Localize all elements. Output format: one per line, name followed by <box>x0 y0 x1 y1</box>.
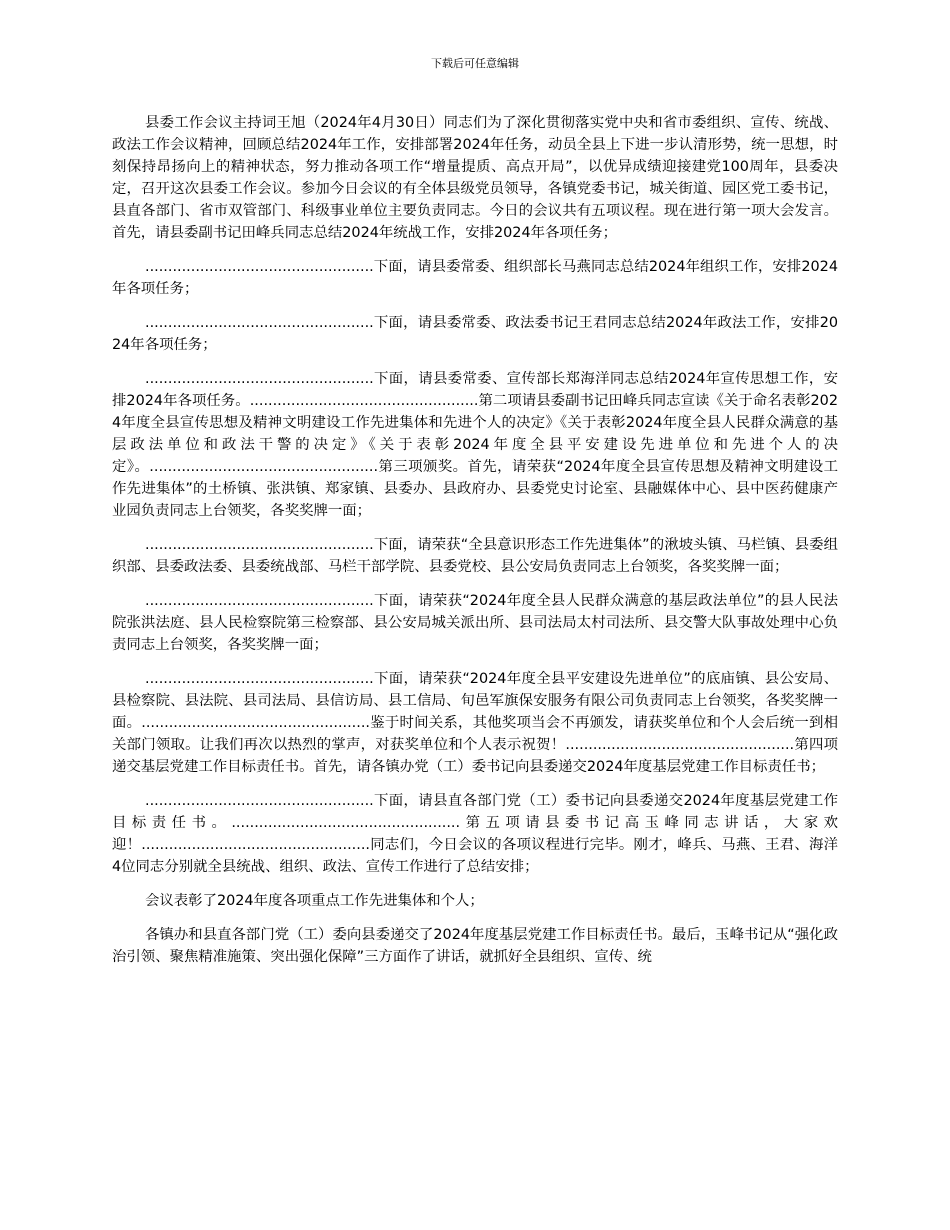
paragraph-opening: 县委工作会议主持词王旭（2024年4月30日）同志们为了深化贯彻落实党中央和省市委组织、宣传、统战、政法工作会议精神，回顾总结2024年工作，安排部署2024年任务，动员全县上下进一步认清形势，统一思想，时刻保持昂扬向上的精神状态，努力推动各项工作“增量提质、高点开局”，以优异成绩迎接建党100周年，县委决定，召开这次县委工作会议。参加今日会议的有全体县级党员领导，各镇党委书记，城关街道、园区党工委书记，县直各部门、省市双管部门、科级事业单位主要负责同志。今日的会议共有五项议程。现在进行第一项大会发言。首先，请县委副书记田峰兵同志总结2024年统战工作，安排2024年各项任务； <box>112 115 838 241</box>
paragraph-propaganda-awards: ..................................................下面，请县委常委、宣传部长郑海洋同志总结2024年宣传思想工作，安排2024年各项任务。..................................................第二项请县委副书记田峰兵同志宣读《关于命名表彰2024年度全县宣传思想及精神文明建设工作先进集体和先进个人的决定》《关于表彰2024年度全县人民群众满意的基层政法单位和政法干警的决定》《关于表彰2024年度全县平安建设先进单位和先进个人的决定》。..................................................第三项颁奖。首先，请荣获“2024年度全县宣传思想及精神文明建设工作先进集体”的土桥镇、张洪镇、郑家镇、县委办、县政府办、县委党史讨论室、县融媒体中心、县中医药健康产业园负责同志上台领奖，各奖奖牌一面； <box>112 371 838 519</box>
paragraph-political-units-award: ..................................................下面，请荣获“2024年度全县人民群众满意的基层政法单位”的县人民法院张洪法庭、县人民检察院第三检察部、县公安局城关派出所、县司法局太村司法所、县交警大队事故处理中心负责同志上台领奖，各奖奖牌一面； <box>112 593 838 653</box>
paragraph-commendation: 会议表彰了2024年度各项重点工作先进集体和个人； <box>145 893 484 909</box>
paragraph-politics-law: ..................................................下面，请县委常委、政法委书记王君同志总结2024年政法工作，安排2024年各项任务； <box>112 315 838 353</box>
paragraph-organization: ..................................................下面，请县委常委、组织部长马燕同志总结2024年组织工作，安排2024年各项任务； <box>112 259 838 297</box>
paragraph-safety-award: ..................................................下面，请荣获“2024年度全县平安建设先进单位”的底庙镇、县公安局、县检察院、县法院、县司法局、县信访局、县工信局、旬邑军旗保安服务有限公司负责同志上台领奖，各奖奖牌一面。..................................................鉴于时间关系，其他奖项当会不再颁发，请获奖单位和个人会后统一到相关部门领取。让我们再次以热烈的掌声，对获奖单位和个人表示祝贺！..................................................第四项递交基层党建工作目标责任书。首先，请各镇办党（工）委书记向县委递交2024年度基层党建工作目标责任书； <box>112 671 838 775</box>
document-body <box>112 112 838 980</box>
paragraph-closing: 各镇办和县直各部门党（工）委向县委递交了2024年度基层党建工作目标责任书。最后，玉峰书记从“强化政治引领、聚焦精准施策、突出强化保障”三方面作了讲话，就抓好全县组织、宣传、统 <box>112 927 838 965</box>
paragraph-party-building: ..................................................下面，请县直各部门党（工）委书记向县委递交2024年度基层党建工作目标责任书。..................................................第五项请县委书记高玉峰同志讲话，大家欢迎！..................................................同志们，今日会议的各项议程进行完毕。刚才，峰兵、马燕、王君、海洋4位同志分别就全县统战、组织、政法、宣传工作进行了总结安排； <box>112 793 838 875</box>
page-header: 下载后可任意编辑 <box>431 57 519 70</box>
paragraph-ideology-award: ..................................................下面，请荣获“全县意识形态工作先进集体”的湫坡头镇、马栏镇、县委组织部、县委政法委、县委统战部、马栏干部学院、县委党校、县公安局负责同志上台领奖，各奖奖牌一面； <box>112 537 838 575</box>
